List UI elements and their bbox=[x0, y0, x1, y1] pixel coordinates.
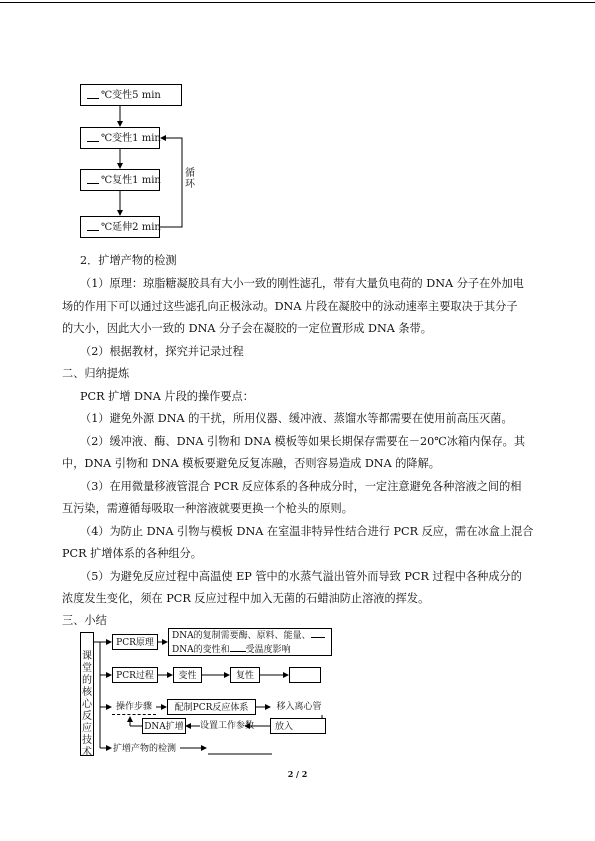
loop-arrow bbox=[160, 138, 182, 227]
paragraph-line: （1）避免外源 DNA 的干扰，所用仪器、缓冲液、蒸馏水等都需要在使用前高压灭菌。 bbox=[80, 412, 513, 425]
centrifuge-label: 移入离心管 bbox=[276, 702, 322, 712]
denature-box bbox=[173, 667, 202, 683]
prepare-label: 配制PCR反应体系 bbox=[174, 703, 249, 713]
anneal-label: 复性 bbox=[235, 671, 254, 681]
principle-text: 受温度影响 bbox=[245, 645, 291, 655]
loop-label-char: 环 bbox=[185, 179, 195, 190]
paragraph-line: （4）为防止 DNA 引物与模板 DNA 在室温非特异性结合进行 PCR 反应，需在冰盒上混合 bbox=[80, 525, 534, 538]
principle-text: DNA的变性和 bbox=[172, 645, 230, 655]
steps-box bbox=[112, 699, 156, 715]
paragraph-line: PCR 扩增体系的各种组分。 bbox=[62, 547, 202, 560]
section-title: 2．扩增产物的检测 bbox=[80, 254, 177, 267]
steps-label: 操作步骤 bbox=[115, 702, 152, 712]
dna-amp-box bbox=[142, 718, 186, 734]
denature-label: 变性 bbox=[178, 671, 197, 681]
paragraph-line: 浓度发生变化，须在 PCR 反应过程中加入无菌的石蜡油防止溶液的挥发。 bbox=[62, 592, 430, 605]
set-params-box bbox=[200, 718, 255, 734]
loop-label-char: 循 bbox=[185, 168, 195, 179]
flow-box-text: ℃延伸2 min bbox=[101, 222, 161, 233]
fill-blank bbox=[230, 643, 246, 652]
pcr-process-label: PCR过程 bbox=[116, 671, 154, 681]
paragraph-line: 场的作用下可以通过这些滤孔向正极泳动。DNA 片段在凝胶中的泳动速率主要取决于其分子 bbox=[62, 300, 518, 313]
loop-label bbox=[185, 168, 197, 190]
fill-blank bbox=[311, 629, 325, 638]
flow-box-text: ℃复性1 min bbox=[101, 175, 161, 186]
flow-box-text: ℃变性1 min bbox=[101, 133, 161, 144]
blank-box bbox=[289, 667, 321, 683]
paragraph-line: （1）原理：琼脂糖凝胶具有大小一致的刚性滤孔，带有大量负电荷的 DNA 分子在外加电 bbox=[80, 277, 524, 290]
pcr-process-box bbox=[112, 667, 158, 683]
heading: 三、小结 bbox=[62, 614, 107, 627]
principle-text: DNA的复制需要酶、原料、能量、 bbox=[172, 631, 311, 641]
paragraph-line: PCR 扩增 DNA 片段的操作要点： bbox=[80, 390, 254, 403]
put-in-label: 放入 bbox=[275, 722, 294, 732]
paragraph-line: 互污染，需遵循每吸取一种溶液就要更换一个枪头的原则。 bbox=[62, 502, 353, 515]
paragraph-line: （5）为避免反应过程中高温使 EP 管中的水蒸气溢出管外而导致 PCR 过程中各种成分的 bbox=[80, 570, 522, 583]
pcr-principle-label: PCR原理 bbox=[116, 638, 154, 648]
summary-side-label: 课堂的核心反应技术 bbox=[82, 651, 92, 758]
principle-detail-box bbox=[168, 628, 332, 656]
heading: 二、归纳提炼 bbox=[62, 367, 130, 380]
pcr-principle-box bbox=[112, 634, 158, 650]
put-in-box bbox=[270, 718, 326, 734]
paragraph-line: 的大小，因此大小一致的 DNA 分子会在凝胶的一定位置形成 DNA 条带。 bbox=[62, 322, 432, 335]
paragraph-line: 中，DNA 引物和 DNA 模板要避免反复冻融，否则容易造成 DNA 的降解。 bbox=[62, 457, 440, 470]
set-params-label: 设置工作参数 bbox=[200, 721, 255, 731]
paragraph-line: （3）在用微量移液管混合 PCR 反应体系的各种成分时，一定注意避免各种溶液之间的相 bbox=[80, 480, 522, 493]
paragraph-line: （2）缓冲液、酶、DNA 引物和 DNA 模板等如果长期保存需要在－20℃冰箱内保存。其 bbox=[80, 435, 526, 448]
page-number: 2 / 2 bbox=[287, 769, 308, 779]
flow-arrows bbox=[0, 0, 250, 250]
anneal-box bbox=[230, 667, 260, 683]
detect-label: 扩增产物的检测 bbox=[113, 744, 177, 754]
prepare-box bbox=[167, 699, 256, 715]
dna-amp-label: DNA扩增 bbox=[144, 722, 184, 732]
centrifuge-box bbox=[271, 699, 327, 715]
flow-box-text: ℃变性5 min bbox=[101, 90, 161, 101]
paragraph-line: （2）根据教材，探究并记录过程 bbox=[80, 345, 244, 358]
